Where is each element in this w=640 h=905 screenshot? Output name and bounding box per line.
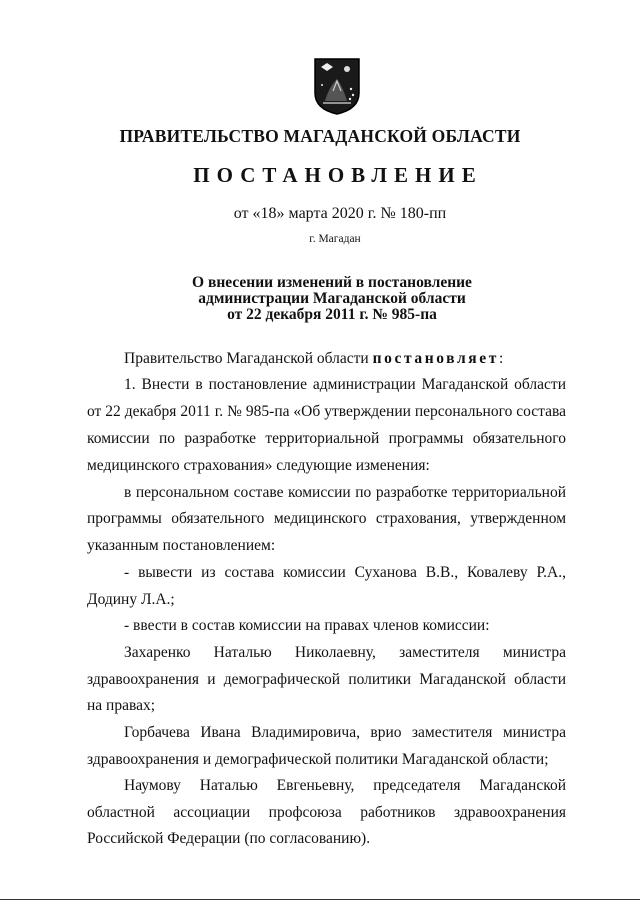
paragraph-line: на правах; xyxy=(87,697,156,714)
paragraph-line: программы обязательного медицинского страхования, утвержденном xyxy=(87,510,566,527)
magadan-coat-of-arms-icon xyxy=(313,57,361,115)
paragraph-line: - вывести из состава комиссии Суханова В.В., Ковалеву Р.А., xyxy=(124,564,566,581)
subject-line: О внесении изменений в постановление xyxy=(192,274,472,291)
government-title: ПРАВИТЕЛЬСТВО МАГАДАНСКОЙ ОБЛАСТИ xyxy=(119,126,521,146)
preamble-text: Правительство Магаданской области xyxy=(124,350,373,367)
paragraph-line: Захаренко Наталью Николаевну, заместителя министра xyxy=(124,644,566,661)
preamble-colon: : xyxy=(498,350,504,367)
document-type-title: ПОСТАНОВЛЕНИЕ xyxy=(193,163,483,187)
preamble-verb: постановляет xyxy=(372,350,499,367)
paragraph-line: Российской Федерации (по согласованию). xyxy=(87,830,371,847)
issue-city: г. Магадан xyxy=(309,233,361,245)
paragraph-line: - ввести в состав комиссии на правах членов комиссии: xyxy=(124,617,490,634)
paragraph-line: Горбачева Ивана Владимировича, врио заместителя министра xyxy=(124,724,566,741)
paragraph-line: указанным постановлением: xyxy=(87,537,276,554)
paragraph-line: Додину Л.А.; xyxy=(87,591,175,608)
paragraph-line: медицинского страхования» следующие изменения: xyxy=(87,457,430,474)
paragraph-line: здравоохранения и демографической политики Магаданской области; xyxy=(87,751,549,768)
paragraph-line: областной ассоциации профсоюза работников здравоохранения xyxy=(87,804,566,821)
preamble-line xyxy=(124,350,503,368)
paragraph-line: от 22 декабря 2011 г. № 985-па «Об утверждении персонального состава xyxy=(87,403,566,420)
subject-line: от 22 декабря 2011 г. № 985-па xyxy=(227,306,437,323)
paragraph-line: 1. Внести в постановление администрации Магаданской области xyxy=(124,376,566,393)
paragraph-line: в персональном составе комиссии по разработке территориальной xyxy=(124,484,566,501)
subject-line: администрации Магаданской области xyxy=(198,290,466,307)
paragraph-line: здравоохранения и демографической политики Магаданской области xyxy=(87,671,566,688)
page-bottom-divider xyxy=(0,899,640,900)
decree-subject xyxy=(0,275,640,323)
paragraph-line: Наумову Наталью Евгеньевну, председателя Магаданской xyxy=(124,777,566,794)
paragraph-line: комиссии по разработке территориальной программы обязательного xyxy=(87,430,566,447)
decree-date-number: от «18» марта 2020 г. № 180-пп xyxy=(233,205,447,222)
